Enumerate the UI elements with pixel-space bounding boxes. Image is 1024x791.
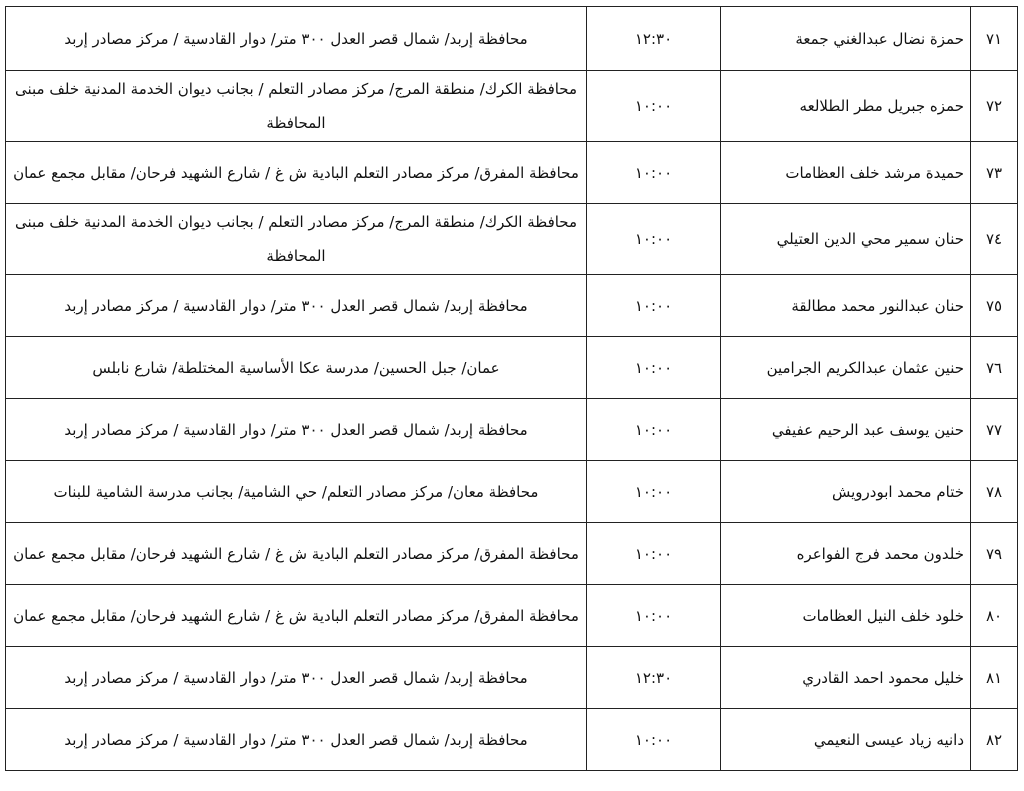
exam-location: محافظة الكرك/ منطقة المرج/ مركز مصادر التعلم / بجانب ديوان الخدمة المدنية خلف مبنى المحافظة	[14, 80, 578, 132]
table-row	[6, 709, 1018, 771]
table-row	[6, 461, 1018, 523]
table-row	[6, 204, 1018, 275]
table-row	[6, 647, 1018, 709]
exam-location: محافظة إربد/ شمال قصر العدل ٣٠٠ متر/ دوار القادسية / مركز مصادر إربد	[6, 7, 587, 71]
row-number: ٧٣	[971, 142, 1018, 204]
person-name: حمزة نضال عبدالغني جمعة	[721, 7, 971, 71]
person-name: دانيه زياد عيسى النعيمي	[721, 709, 971, 771]
exam-time: ١٢:٣٠	[587, 7, 721, 71]
row-number: ٧٦	[971, 337, 1018, 399]
exam-time: ١٠:٠٠	[587, 461, 721, 523]
person-name: حنين يوسف عبد الرحيم عفيفي	[721, 399, 971, 461]
table-row	[6, 71, 1018, 142]
exam-time: ١٢:٣٠	[587, 647, 721, 709]
exam-time: ١٠:٠٠	[587, 709, 721, 771]
row-number: ٧٧	[971, 399, 1018, 461]
exam-location: محافظة إربد/ شمال قصر العدل ٣٠٠ متر/ دوار القادسية / مركز مصادر إربد	[6, 275, 587, 337]
row-number: ٧٨	[971, 461, 1018, 523]
exam-location: عمان/ جبل الحسين/ مدرسة عكا الأساسية المختلطة/ شارع نابلس	[6, 337, 587, 399]
exam-time: ١٠:٠٠	[587, 585, 721, 647]
exam-time: ١٠:٠٠	[587, 275, 721, 337]
row-number: ٧٤	[971, 204, 1018, 275]
exam-time: ١٠:٠٠	[587, 337, 721, 399]
exam-time: ١٠:٠٠	[587, 399, 721, 461]
table-row	[6, 337, 1018, 399]
row-number: ٨٠	[971, 585, 1018, 647]
person-name: حنين عثمان عبدالكريم الجرامين	[721, 337, 971, 399]
row-number: ٧٩	[971, 523, 1018, 585]
person-name: حنان سمير محي الدين العتيلي	[721, 204, 971, 275]
person-name: ختام محمد ابودرويش	[721, 461, 971, 523]
person-name: خلدون محمد فرج الفواعره	[721, 523, 971, 585]
exam-time: ١٠:٠٠	[587, 142, 721, 204]
exam-time: ١٠:٠٠	[587, 204, 721, 275]
row-number: ٧٢	[971, 71, 1018, 142]
table-row	[6, 523, 1018, 585]
exam-location: محافظة المفرق/ مركز مصادر التعلم البادية ش غ / شارع الشهيد فرحان/ مقابل مجمع عمان	[6, 142, 587, 204]
exam-location: محافظة معان/ مركز مصادر التعلم/ حي الشامية/ بجانب مدرسة الشامية للبنات	[6, 461, 587, 523]
person-name: خلود خلف النيل العظامات	[721, 585, 971, 647]
person-name: خليل محمود احمد القادري	[721, 647, 971, 709]
exam-location: محافظة إربد/ شمال قصر العدل ٣٠٠ متر/ دوار القادسية / مركز مصادر إربد	[6, 399, 587, 461]
exam-location-cell	[6, 204, 587, 275]
row-number: ٨١	[971, 647, 1018, 709]
table-row	[6, 7, 1018, 71]
table-row	[6, 399, 1018, 461]
exam-time: ١٠:٠٠	[587, 523, 721, 585]
exam-location: محافظة المفرق/ مركز مصادر التعلم البادية ش غ / شارع الشهيد فرحان/ مقابل مجمع عمان	[6, 523, 587, 585]
exam-schedule-table	[5, 6, 1018, 771]
table-row	[6, 142, 1018, 204]
table-row	[6, 275, 1018, 337]
person-name: حنان عبدالنور محمد مطالقة	[721, 275, 971, 337]
person-name: حميدة مرشد خلف العظامات	[721, 142, 971, 204]
person-name: حمزه جبريل مطر الطلالعه	[721, 71, 971, 142]
exam-location: محافظة إربد/ شمال قصر العدل ٣٠٠ متر/ دوار القادسية / مركز مصادر إربد	[6, 709, 587, 771]
exam-location-cell	[6, 71, 587, 142]
row-number: ٧١	[971, 7, 1018, 71]
row-number: ٨٢	[971, 709, 1018, 771]
exam-location: محافظة المفرق/ مركز مصادر التعلم البادية ش غ / شارع الشهيد فرحان/ مقابل مجمع عمان	[6, 585, 587, 647]
exam-location: محافظة إربد/ شمال قصر العدل ٣٠٠ متر/ دوار القادسية / مركز مصادر إربد	[6, 647, 587, 709]
exam-time: ١٠:٠٠	[587, 71, 721, 142]
row-number: ٧٥	[971, 275, 1018, 337]
table-row	[6, 585, 1018, 647]
exam-location: محافظة الكرك/ منطقة المرج/ مركز مصادر التعلم / بجانب ديوان الخدمة المدنية خلف مبنى المحافظة	[14, 213, 578, 265]
